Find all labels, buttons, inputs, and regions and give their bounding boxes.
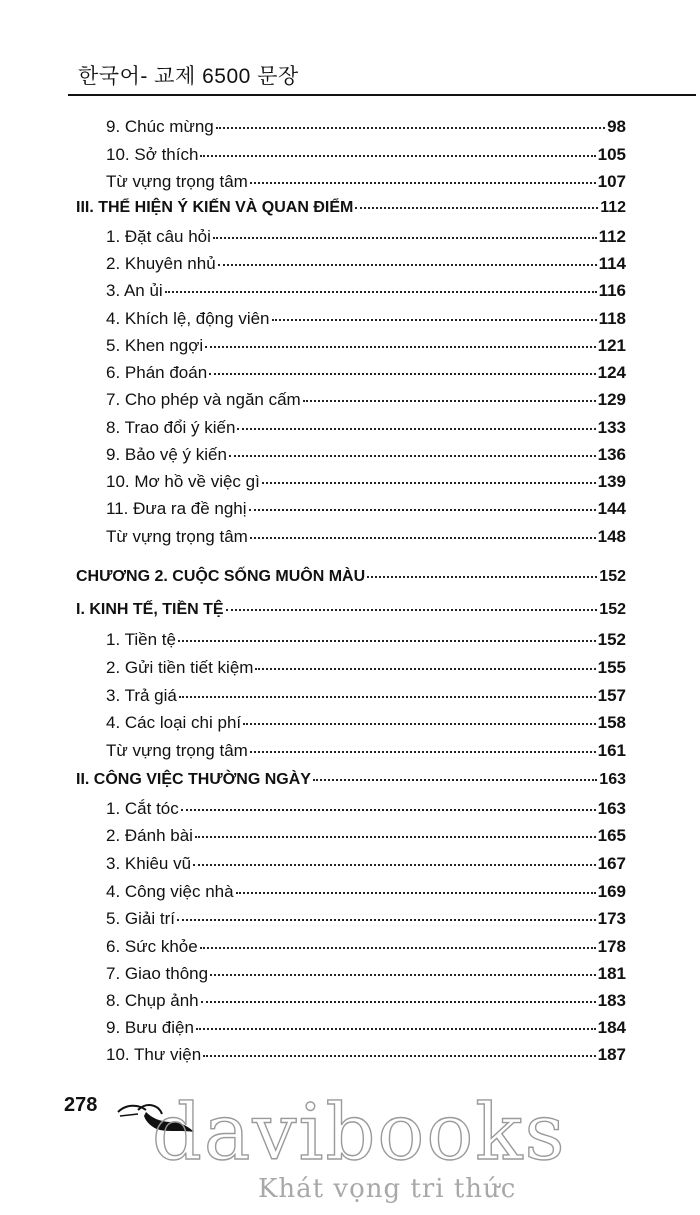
- toc-entry-label: 9. Chúc mừng: [106, 117, 214, 136]
- toc-chapter-heading: [76, 568, 626, 586]
- dot-leader: [237, 428, 595, 430]
- dot-leader: [313, 779, 597, 781]
- dot-leader: [179, 696, 596, 698]
- toc-entry-label: 4. Khích lệ, động viên: [106, 309, 270, 328]
- dot-leader: [367, 576, 597, 578]
- dot-leader: [177, 919, 596, 921]
- toc-entry-page: 152: [597, 630, 626, 649]
- dot-leader: [262, 482, 596, 484]
- dot-leader: [200, 947, 596, 949]
- dot-leader: [303, 400, 596, 402]
- toc-entry-page: 116: [598, 281, 626, 300]
- toc-entry: [106, 964, 626, 984]
- toc-entry: [106, 390, 626, 410]
- toc-entry-page: 183: [597, 991, 626, 1010]
- toc-entry-page: 155: [597, 658, 626, 677]
- dot-leader: [250, 751, 596, 753]
- dot-leader: [195, 836, 596, 838]
- toc-entry: [106, 527, 626, 547]
- dot-leader: [193, 864, 596, 866]
- toc-section-heading: [76, 199, 626, 217]
- dot-leader: [213, 237, 597, 239]
- toc-entry-page: 152: [599, 601, 626, 618]
- toc-entry: [106, 1045, 626, 1065]
- toc-entry-label: 10. Mơ hồ về việc gì: [106, 472, 260, 491]
- toc-entry: [106, 937, 626, 957]
- toc-entry-label: 8. Chụp ảnh: [106, 991, 199, 1010]
- toc-entry-label: 6. Phán đoán: [106, 363, 208, 382]
- toc-entry-page: 163: [599, 771, 626, 788]
- toc-entry-page: 173: [597, 909, 626, 928]
- toc-entry: [106, 145, 626, 165]
- toc-entry-page: 144: [597, 499, 626, 518]
- toc-entry-label: 3. An ủi: [106, 281, 163, 300]
- toc-entry: [106, 254, 626, 274]
- toc-entry: [106, 686, 626, 706]
- toc-entry-label: I. KINH TẾ, TIỀN TỆ: [76, 601, 224, 618]
- toc-entry: [106, 799, 626, 819]
- dot-leader: [236, 892, 596, 894]
- dot-leader: [250, 182, 596, 184]
- toc-entry-label: 11. Đưa ra đề nghị: [106, 499, 247, 518]
- toc-entry-label: III. THỂ HIỆN Ý KIẾN VÀ QUAN ĐIỂM: [76, 199, 354, 216]
- toc-entry-label: Từ vựng trọng tâm: [106, 741, 248, 760]
- header-rule: [68, 94, 696, 96]
- dot-leader: [205, 346, 595, 348]
- toc-entry: [106, 445, 626, 465]
- toc-entry-label: CHƯƠNG 2. CUỘC SỐNG MUÔN MÀU: [76, 568, 366, 585]
- toc-entry-label: 2. Gửi tiền tiết kiệm: [106, 658, 254, 677]
- toc-entry-page: 169: [597, 882, 626, 901]
- toc-entry-label: 1. Đặt câu hỏi: [106, 227, 211, 246]
- toc-entry-page: 178: [597, 937, 626, 956]
- dot-leader: [165, 291, 597, 293]
- toc-entry: [106, 336, 626, 356]
- toc-entry-page: 139: [597, 472, 626, 491]
- toc-entry-page: 148: [597, 527, 626, 546]
- toc-entry-label: Từ vựng trọng tâm: [106, 172, 248, 191]
- dot-leader: [203, 1055, 595, 1057]
- toc-entry-label: 10. Sở thích: [106, 145, 199, 164]
- toc-entry-page: 124: [597, 363, 626, 382]
- toc-entry-page: 161: [597, 741, 626, 760]
- page-number: 278: [64, 1094, 98, 1116]
- toc-entry-page: 136: [597, 445, 626, 464]
- dot-leader: [250, 537, 596, 539]
- toc-entry-page: 112: [600, 199, 626, 216]
- toc-entry-page: 133: [597, 418, 626, 437]
- toc-entry: [106, 227, 626, 247]
- dot-leader: [209, 373, 595, 375]
- toc-entry: [106, 741, 626, 761]
- toc-entry: [106, 363, 626, 383]
- toc-entry-page: 181: [597, 964, 626, 983]
- toc-entry-page: 98: [607, 117, 626, 136]
- dot-leader: [229, 455, 596, 457]
- toc-entry: [106, 826, 626, 846]
- toc-entry: [106, 713, 626, 733]
- toc-entry-label: 2. Đánh bài: [106, 826, 193, 845]
- toc-entry: [106, 882, 626, 902]
- dot-leader: [218, 264, 597, 266]
- toc-entry-label: 4. Công việc nhà: [106, 882, 234, 901]
- toc-entry-label: 2. Khuyên nhủ: [106, 254, 216, 273]
- toc-entry-page: 158: [597, 713, 626, 732]
- toc-entry: [106, 309, 626, 329]
- toc-entry-page: 167: [597, 854, 626, 873]
- dot-leader: [216, 127, 605, 129]
- toc-entry-page: 165: [597, 826, 626, 845]
- toc-entry: [106, 418, 626, 438]
- dot-leader: [178, 640, 596, 642]
- toc-entry-label: 9. Bảo vệ ý kiến: [106, 445, 227, 464]
- dot-leader: [255, 668, 595, 670]
- toc-entry-page: 157: [597, 686, 626, 705]
- watermark-tagline: Khát vọng tri thức: [258, 1174, 517, 1204]
- toc-entry-page: 129: [597, 390, 626, 409]
- toc-entry-page: 152: [599, 568, 626, 585]
- toc-entry-label: 5. Khen ngợi: [106, 336, 204, 355]
- dot-leader: [196, 1028, 596, 1030]
- toc-entry-page: 187: [597, 1045, 626, 1064]
- toc-entry: [106, 658, 626, 678]
- watermark-logo: davibooks: [152, 1088, 567, 1178]
- toc-entry-page: 118: [598, 309, 626, 328]
- toc-entry: [106, 499, 626, 519]
- toc-entry-label: 1. Tiền tệ: [106, 630, 176, 649]
- dot-leader: [200, 155, 595, 157]
- toc-entry: [106, 172, 626, 192]
- running-header-title: 한국어- 교제 6500 문장: [78, 65, 299, 88]
- toc-entry: [106, 472, 626, 492]
- toc-entry: [106, 854, 626, 874]
- toc-entry-page: 112: [598, 227, 626, 246]
- toc-entry: [106, 630, 626, 650]
- toc-entry-page: 184: [597, 1018, 626, 1037]
- toc-entry-label: 1. Cắt tóc: [106, 799, 179, 818]
- toc-entry-page: 107: [597, 172, 626, 191]
- toc-entry-page: 121: [597, 336, 626, 355]
- toc-entry-label: 7. Cho phép và ngăn cấm: [106, 390, 301, 409]
- toc-entry-page: 114: [598, 254, 626, 273]
- dot-leader: [272, 319, 597, 321]
- toc-entry-label: 10. Thư viện: [106, 1045, 202, 1064]
- toc-entry-label: 3. Khiêu vũ: [106, 854, 192, 873]
- toc-section-heading: [76, 771, 626, 789]
- toc-entry-label: Từ vựng trọng tâm: [106, 527, 248, 546]
- toc-entry: [106, 991, 626, 1011]
- dot-leader: [226, 609, 598, 611]
- toc-entry: [106, 117, 626, 137]
- dot-leader: [243, 723, 595, 725]
- toc-entry-label: 4. Các loại chi phí: [106, 713, 242, 732]
- toc-entry: [106, 281, 626, 301]
- toc-entry-label: 9. Bưu điện: [106, 1018, 194, 1037]
- toc-entry-page: 163: [597, 799, 626, 818]
- dot-leader: [355, 207, 598, 209]
- toc-section-heading: [76, 601, 626, 619]
- dot-leader: [201, 1001, 596, 1003]
- toc-entry-label: 5. Giải trí: [106, 909, 175, 928]
- toc-entry-label: 8. Trao đổi ý kiến: [106, 418, 236, 437]
- toc-entry-label: 3. Trả giá: [106, 686, 177, 705]
- toc-entry-page: 105: [597, 145, 626, 164]
- dot-leader: [210, 974, 596, 976]
- toc-entry-label: II. CÔNG VIỆC THƯỜNG NGÀY: [76, 771, 311, 788]
- toc-entry-label: 7. Giao thông: [106, 964, 209, 983]
- dot-leader: [249, 509, 596, 511]
- toc-entry: [106, 1018, 626, 1038]
- dot-leader: [181, 809, 596, 811]
- toc-entry: [106, 909, 626, 929]
- toc-entry-label: 6. Sức khỏe: [106, 937, 198, 956]
